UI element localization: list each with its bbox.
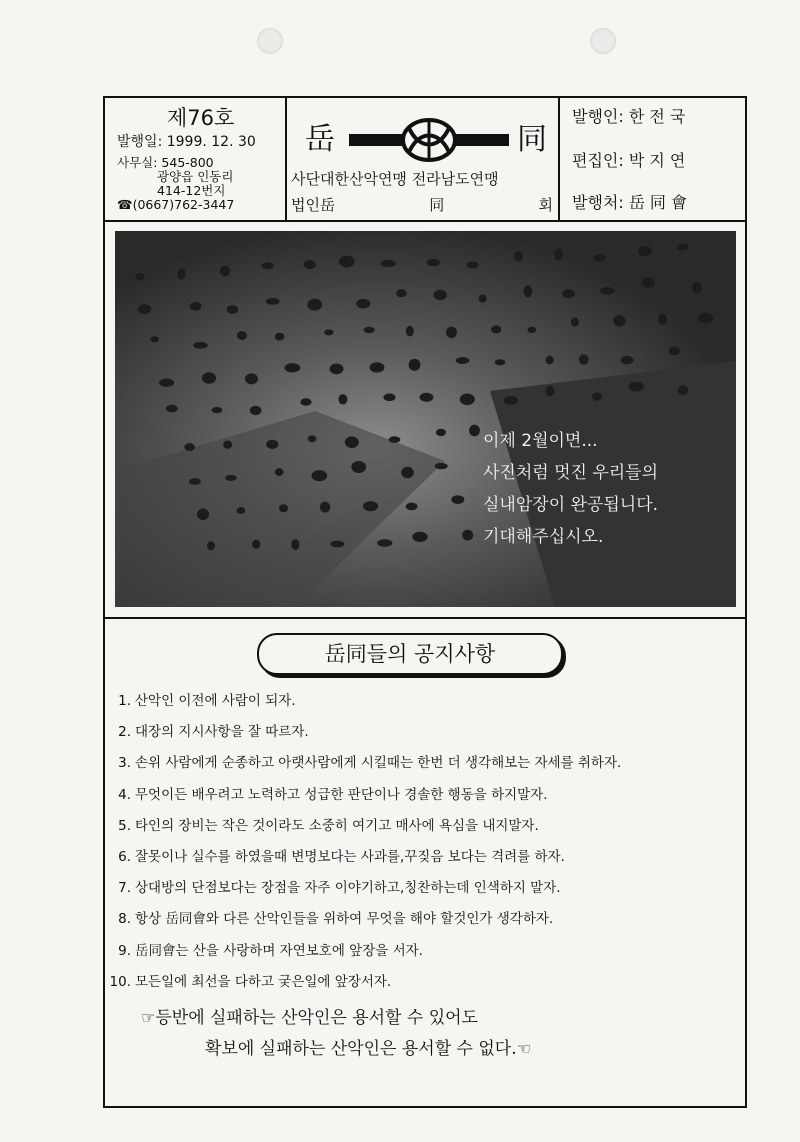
section-divider [105,617,745,619]
climbing-hold [380,260,396,267]
rule-number: 2. [118,724,131,741]
rule-item [109,690,741,721]
rule-item [109,721,741,752]
motto-line-1 [141,1003,478,1028]
climbing-hold [528,327,537,333]
publish-date: 발행일: 1999. 12. 30 [117,134,256,150]
climbing-hold [629,382,644,392]
rule-text: 岳同會는 산을 사랑하며 자연보호에 앞장을 서자. [135,942,423,959]
climbing-hold [641,277,655,287]
rule-text: 항상 岳同會와 다른 산악인들을 위하여 무엇을 해야 할것인가 생각하자. [135,911,554,928]
climbing-hold [677,244,689,251]
climbing-hold [613,315,625,326]
club-logo [285,108,558,168]
climbing-hold [307,299,322,311]
climbing-hold [252,540,260,549]
climbing-hold [308,435,317,442]
climbing-hold [692,282,702,293]
climbing-hold [460,394,475,406]
climbing-hold [330,364,344,375]
climbing-hold [456,357,469,364]
rope-knot-icon [349,116,509,164]
rule-item [109,752,741,783]
climbing-hold [166,405,178,413]
climbing-hold [227,305,239,314]
climbing-hold [189,478,201,485]
climbing-hold [266,440,278,449]
rule-number: 7. [118,880,131,897]
newsletter-page [103,96,747,1108]
climbing-hold [225,475,237,481]
climbing-hold [320,502,330,513]
rule-item [109,908,741,939]
climbing-hold [237,507,246,514]
climbing-hold [451,495,464,504]
climbing-hold [275,468,284,476]
office-address: 광양읍 인동리 [157,169,234,184]
climbing-hold [406,326,414,337]
rule-number: 3. [118,755,131,772]
climbing-hold [262,262,274,269]
climbing-hold [330,541,344,548]
climbing-hold [212,407,223,413]
climbing-hold [190,302,202,311]
punch-hole-left [257,28,283,54]
climbing-hold [678,385,688,395]
issuer: 발행처: 岳 同 會 [572,193,688,212]
climbing-hold [138,304,151,314]
climbing-hold [491,325,501,333]
climbing-hold [351,461,366,473]
climbing-hold [304,260,316,269]
climbing-hold [356,299,370,309]
climbing-hold [401,467,414,478]
climbing-hold [300,398,311,405]
rule-text: 모든일에 최선을 다하고 궂은일에 앞장서자. [135,973,392,990]
climbing-hold [324,329,333,335]
rule-text: 산악인 이전에 사람이 되자. [135,693,296,709]
climbing-hold [363,501,378,511]
logo-char-left: 岳 [305,122,335,157]
rule-text: 잘못이나 실수를 하였을때 변명보다는 사과를,꾸짖음 보다는 격려를 하자. [135,848,565,865]
climbing-hold [446,327,457,339]
climbing-hold [592,393,602,401]
rule-number: 4. [118,786,131,803]
climbing-hold [435,463,448,469]
climbing-hold [364,327,375,334]
office-postcode: 사무실: 545-800 [117,155,214,170]
climbing-hold [291,539,299,550]
rule-item [109,971,741,1002]
org-name-part-3: 회 [538,196,553,214]
climbing-hold [150,336,159,342]
climbing-hold [250,406,262,415]
rule-item [109,877,741,908]
rule-item [109,784,741,815]
climbing-hold [409,359,421,371]
climbing-hold [339,256,355,268]
climbing-hold [504,396,518,404]
rule-number: 6. [118,848,131,865]
climbing-hold [412,532,427,542]
climbing-hold [594,254,606,261]
org-name-part-2: 同 [429,196,445,214]
climbing-hold [658,314,667,325]
rule-text: 대장의 지시사항을 잘 따르자. [135,724,309,741]
rule-number: 9. [118,942,131,959]
climbing-hold [554,249,563,261]
climbing-hold [562,289,575,298]
masthead [105,98,745,222]
climbing-hold [546,356,554,364]
climbing-hold [159,379,174,387]
caption-line-2: 사진처럼 멋진 우리들의 [483,463,659,483]
climbing-hold [220,266,230,277]
climbing-hold [223,441,232,449]
club-logo-block [285,98,560,220]
office-address-number: 414-12번지 [157,183,226,198]
rule-text: 무엇이든 배우려고 노력하고 성급한 판단이나 경솔한 행동을 하지말자. [135,786,548,803]
climbing-hold [579,354,589,364]
climbing-hold [202,372,216,383]
phone-number: ☎(0667)762-3447 [117,197,235,212]
rule-text: 타인의 장비는 작은 것이라도 소중히 여기고 매사에 욕심을 내지말자. [135,817,539,834]
climbing-hold [545,386,554,396]
climbing-hold [420,393,434,402]
motto-text-1: 등반에 실패하는 산악인은 용서할 수 있어도 [155,1008,478,1028]
org-name-line-1: 사단대한산악연맹 전라남도연맹 [291,170,499,188]
issue-number: 제76호 [167,106,235,130]
rules-list [109,690,741,1002]
climbing-hold [462,530,473,541]
rule-item [109,940,741,971]
org-name-part-1: 법인岳 [291,196,335,214]
climbing-hold [312,470,328,481]
org-name-line-2 [291,194,553,215]
climbing-hold [285,363,301,372]
rule-number: 8. [118,911,131,928]
motto-text-2: 확보에 실패하는 산악인은 용서할 수 없다. [205,1039,517,1059]
climbing-hold [184,443,195,451]
climbing-hold [698,313,713,323]
climbing-hold [197,509,209,521]
climbing-hold [237,331,247,340]
climbing-hold [177,269,186,280]
climbing-hold [389,436,401,443]
caption-line-4: 기대해주십시오. [483,527,604,547]
pointing-hand-icon: ☞ [141,1008,156,1027]
rule-number: 5. [118,817,131,834]
rule-number: 1. [118,693,131,709]
punch-hole-right [590,28,616,54]
rule-item [109,846,741,877]
climbing-hold [135,273,144,280]
climbing-hold [279,504,288,512]
climbing-hold [383,394,395,402]
climbing-hold [621,356,634,364]
rule-item [109,815,741,846]
rule-number: 10. [109,973,131,990]
climbing-hold [434,290,447,300]
climbing-wall-photo [115,231,736,607]
climbing-hold [427,259,440,267]
climbing-hold [275,333,285,341]
caption-line-3: 실내암장이 완공됩니다. [483,495,659,515]
climbing-hold [467,261,479,268]
climbing-hold [345,436,359,448]
climbing-hold [266,298,280,305]
climbing-hold [571,317,579,327]
climbing-hold [377,539,392,546]
climbing-hold [338,394,347,404]
issue-info [105,98,287,220]
climbing-hold [193,342,208,349]
climbing-hold [524,285,533,297]
climbing-hold [396,289,407,297]
climbing-hold [436,429,446,436]
climbing-hold [207,541,215,550]
rule-text: 손위 사람에게 순종하고 아랫사람에게 시킬때는 한번 더 생각해보는 자세를 취하자. [135,755,622,772]
climbing-hold [406,503,418,511]
caption-line-1: 이제 2월이면... [483,431,598,451]
climbing-hold [638,246,652,256]
publisher: 발행인: 한 전 국 [572,107,686,126]
climbing-hold [669,347,680,356]
motto-line-2 [205,1034,531,1059]
editor: 편집인: 박 지 연 [572,151,686,170]
climbing-hold [479,295,487,303]
notice-title: 岳同들의 공지사항 [257,633,563,675]
climbing-hold [600,287,615,295]
pointing-hand-left-icon: ☜ [516,1039,531,1058]
photo-caption [483,425,658,553]
logo-char-right: 同 [517,122,547,157]
climbing-hold [245,373,258,384]
climbing-hold [469,425,480,437]
climbing-hold [495,359,506,365]
rule-text: 상대방의 단점보다는 장점을 자주 이야기하고,칭찬하는데 인색하지 말자. [135,880,561,897]
publisher-info [560,98,745,220]
climbing-hold [514,251,523,262]
climbing-hold [370,362,385,372]
